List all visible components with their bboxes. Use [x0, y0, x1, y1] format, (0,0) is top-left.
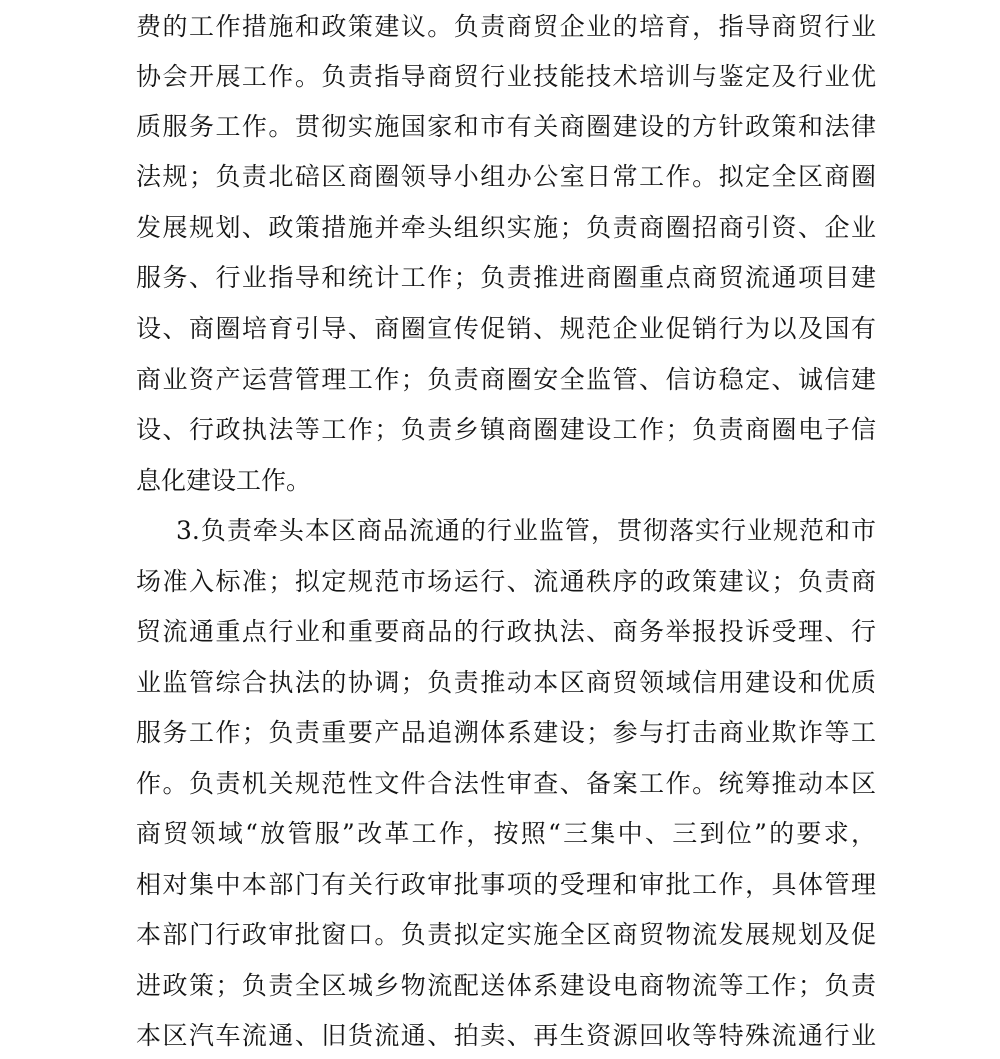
- body-text-line: 设、行政执法等工作；负责乡镇商圈建设工作；负责商圈电子信: [136, 415, 876, 444]
- body-text-line: 作。负责机关规范性文件合法性审查、备案工作。统筹推动本区: [136, 769, 876, 798]
- body-text-line: 相对集中本部门有关行政审批事项的受理和审批工作，具体管理: [136, 870, 876, 899]
- body-text-line: 场准入标准；拟定规范市场运行、流通秩序的政策建议；负责商: [136, 567, 876, 596]
- body-text-line: 贸流通重点行业和重要商品的行政执法、商务举报投诉受理、行: [136, 617, 876, 646]
- body-text-line: 本区汽车流通、旧货流通、拍卖、再生资源回收等特殊流通行业: [136, 1021, 876, 1050]
- body-text-line: 服务、行业指导和统计工作；负责推进商圈重点商贸流通项目建: [136, 263, 876, 292]
- body-text-line: 质服务工作。贯彻实施国家和市有关商圈建设的方针政策和法律: [136, 112, 876, 141]
- paragraph-start-line: 3.负责牵头本区商品流通的行业监管，贯彻落实行业规范和市: [176, 516, 876, 545]
- body-text-line: 进政策；负责全区城乡物流配送体系建设电商物流等工作；负责: [136, 971, 876, 1000]
- body-text-line: 发展规划、政策措施并牵头组织实施；负责商圈招商引资、企业: [136, 213, 876, 242]
- body-text-line: 设、商圈培育引导、商圈宣传促销、规范企业促销行为以及国有: [136, 314, 876, 343]
- body-text-line: 本部门行政审批窗口。负责拟定实施全区商贸物流发展规划及促: [136, 920, 876, 949]
- body-text-line: 法规；负责北碚区商圈领导小组办公室日常工作。拟定全区商圈: [136, 162, 876, 191]
- body-text-line: 服务工作；负责重要产品追溯体系建设；参与打击商业欺诈等工: [136, 718, 876, 747]
- body-text-line: 协会开展工作。负责指导商贸行业技能技术培训与鉴定及行业优: [136, 62, 876, 91]
- body-text-line: 商业资产运营管理工作；负责商圈安全监管、信访稳定、诚信建: [136, 365, 876, 394]
- body-text-line: 业监管综合执法的协调；负责推动本区商贸领域信用建设和优质: [136, 668, 876, 697]
- body-text-line: 费的工作措施和政策建议。负责商贸企业的培育，指导商贸行业: [136, 12, 876, 41]
- body-text-line: 商贸领域“放管服”改革工作，按照“三集中、三到位”的要求，: [136, 819, 876, 848]
- body-text-line: 息化建设工作。: [136, 466, 312, 495]
